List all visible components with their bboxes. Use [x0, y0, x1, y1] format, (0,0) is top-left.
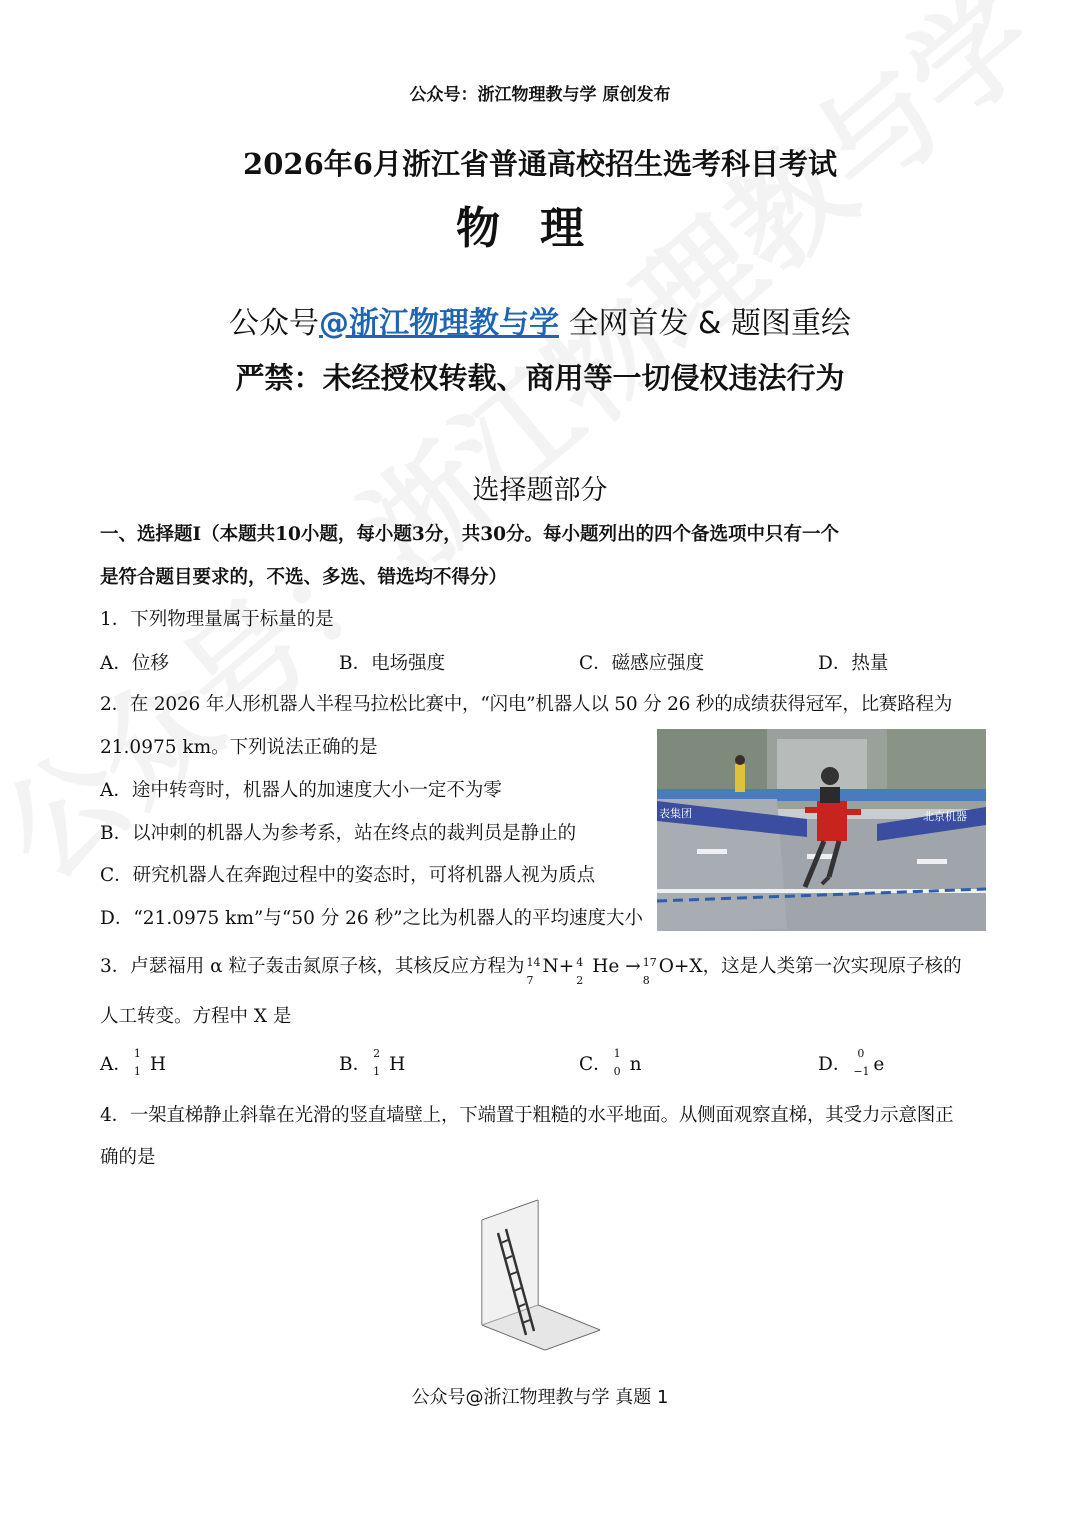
q3-option-b-charge: 1 — [373, 1065, 381, 1078]
q1-option-c: C．磁感应强度 — [579, 653, 705, 674]
q3-option-b-mass: 2 — [373, 1047, 381, 1060]
q3-stem-suffix: ，这是人类第一次实现原子核的 — [702, 956, 962, 977]
top-note: 公众号：浙江物理教与学 原创发布 — [409, 85, 671, 105]
promo-account-link[interactable]: @浙江物理教与学 — [318, 306, 559, 341]
q3-option-d-nucleus — [851, 1047, 873, 1079]
q3-equation — [525, 956, 703, 987]
q1-option-b: B．电场强度 — [339, 653, 446, 674]
nitrogen-mass-number: 14 — [526, 956, 541, 969]
oxygen-nucleus — [641, 953, 659, 987]
copyright-ban: 严禁：未经授权转载、商用等一切侵权违法行为 — [235, 361, 845, 395]
q3-option-c-letter: C． — [579, 1054, 612, 1075]
q2-option-d: D．“21.0975 km”与“50 分 26 秒”之比为机器人的平均速度大小 — [100, 908, 644, 929]
q3-option-a-mass: 1 — [133, 1047, 141, 1060]
q3-option-b-symbol: H — [389, 1054, 406, 1075]
q3-option-b-letter: B． — [339, 1054, 372, 1075]
helium-symbol: He — [592, 956, 620, 977]
banner-right-text: 北京机器 — [923, 810, 967, 823]
q2-option-b: B．以冲刺的机器人为参考系，站在终点的裁判员是静止的 — [100, 823, 577, 844]
ladder-figure — [470, 1195, 610, 1355]
q1-stem: 1．下列物理量属于标量的是 — [100, 609, 334, 630]
q2-option-c: C．研究机器人在奔跑过程中的姿态时，可将机器人视为质点 — [100, 865, 596, 886]
q3-option-c-charge: 0 — [613, 1065, 621, 1078]
q4-stem-line1: 4．一架直梯静止斜靠在光滑的竖直墙壁上，下端置于粗糙的水平地面。从侧面观察直梯，其受力示意图正 — [100, 1105, 954, 1126]
q3-option-b — [339, 1047, 406, 1079]
q3-option-d-symbol: e — [873, 1054, 885, 1075]
exam-title: 2026年6月浙江省普通高校招生选考科目考试 — [243, 147, 837, 181]
robot-marathon-photo — [657, 729, 986, 931]
robot-photo-drawing — [657, 729, 986, 931]
q3-option-a-charge: 1 — [133, 1065, 141, 1078]
reaction-arrow: → — [625, 956, 641, 977]
q3-stem-prefix: 3．卢瑟福用 α 粒子轰击氮原子核，其核反应方程为 — [100, 956, 525, 977]
q2-option-a: A．途中转弯时，机器人的加速度大小一定不为零 — [100, 780, 502, 801]
q3-option-b-nucleus — [371, 1047, 389, 1079]
nitrogen-symbol: N — [542, 956, 559, 977]
ladder-diagram — [470, 1195, 610, 1355]
oxygen-mass-number: 17 — [642, 956, 657, 969]
q3-option-c-symbol: n — [629, 1054, 642, 1075]
helium-nucleus — [574, 953, 592, 987]
q1-option-a: A．位移 — [100, 653, 169, 674]
q3-option-a — [100, 1047, 167, 1079]
q1-option-d: D．热量 — [818, 653, 889, 674]
q3-option-d-mass: 0 — [857, 1047, 865, 1060]
q3-option-c-nucleus — [612, 1047, 630, 1079]
promo-prefix: 公众号 — [228, 306, 319, 341]
q3-option-c-mass: 1 — [613, 1047, 621, 1060]
promo-suffix: 全网首发 & 题图重绘 — [558, 306, 851, 341]
q4-stem-line2: 确的是 — [100, 1147, 156, 1168]
q3-option-c — [579, 1047, 642, 1079]
q3-stem-line2: 人工转变。方程中 X 是 — [100, 1006, 292, 1027]
subject-title: 物理 — [456, 203, 624, 254]
q3-option-d-letter: D． — [818, 1054, 852, 1075]
oxygen-atomic-number: 8 — [642, 974, 650, 987]
unknown-particle-x: X — [689, 956, 703, 977]
nitrogen-nucleus — [525, 953, 543, 987]
nitrogen-atomic-number: 7 — [526, 974, 534, 987]
q3-option-a-symbol: H — [149, 1054, 167, 1075]
page-footer: 公众号@浙江物理教与学 真题 1 — [411, 1387, 669, 1408]
oxygen-symbol: O — [658, 956, 674, 977]
banner-left-text: 表集团 — [659, 807, 692, 820]
instructions-line2: 是符合题目要求的，不选、多选、错选均不得分） — [100, 567, 508, 588]
q3-option-d — [818, 1047, 885, 1079]
section-title: 选择题部分 — [472, 475, 608, 506]
helium-mass-number: 4 — [576, 956, 584, 969]
q3-option-a-letter: A． — [100, 1054, 132, 1075]
q2-stem-line2: 21.0975 km。下列说法正确的是 — [100, 737, 378, 758]
plus-sign-1: + — [558, 956, 575, 977]
helium-atomic-number: 2 — [576, 974, 584, 987]
instructions-line1: 一、选择题I（本题共10小题，每小题3分，共30分。每小题列出的四个备选项中只有一个 — [100, 524, 840, 545]
q2-stem-line1: 2．在 2026 年人形机器人半程马拉松比赛中，“闪电”机器人以 50 分 26 秒的成绩获得冠军，比赛路程为 — [100, 694, 953, 715]
q3-option-d-charge: −1 — [853, 1065, 870, 1078]
q3-option-a-nucleus — [132, 1047, 150, 1079]
q3-stem-line1 — [100, 953, 1000, 987]
promo-line — [0, 298, 1080, 342]
plus-sign-2: + — [673, 956, 690, 977]
